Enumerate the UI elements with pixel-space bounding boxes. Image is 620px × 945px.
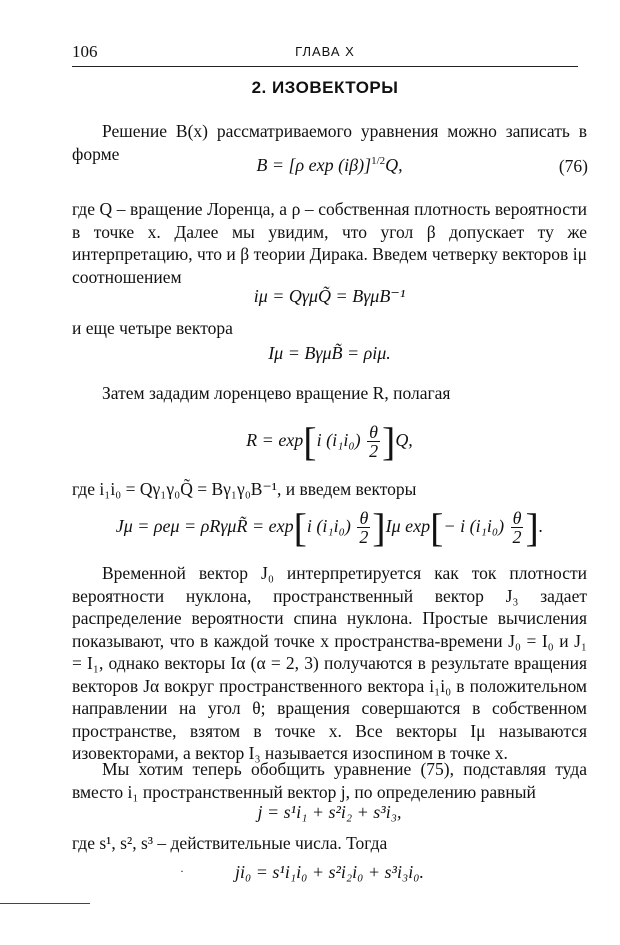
equation-i-mu: iμ = QγμQ̃ = BγμB⁻¹ bbox=[253, 286, 406, 306]
equation-R: R = exp[i (i₁i₀) $\frac{\theta}{2}$ ]Q, bbox=[246, 418, 413, 464]
paragraph-3: и еще четыре вектора bbox=[72, 318, 233, 338]
paragraph-5: где i₁i₀ = Qγ₁γ₀Q̃ = Bγ₁γ₀B⁻¹, и введем векторы bbox=[72, 479, 417, 499]
footnote-rule bbox=[0, 903, 90, 904]
running-header bbox=[72, 42, 578, 67]
theta-half-fraction: $\frac{\theta}{2}$ bbox=[369, 422, 379, 462]
paragraph-7: Мы хотим теперь обобщить уравнение (75), подставляя туда вместо i₁ пространственный вектор j, по определению равный bbox=[72, 759, 587, 802]
equation-number-76: (76) bbox=[558, 156, 588, 176]
paragraph-8: где s¹, s², s³ – действительные числа. Тогда bbox=[72, 833, 388, 853]
chapter-title: ГЛАВА X bbox=[295, 44, 355, 59]
paragraph-4: Затем зададим лоренцево вращение R, полагая bbox=[102, 383, 451, 403]
section-title: 2. ИЗОВЕКТОРЫ bbox=[251, 78, 399, 97]
equation-I-mu: Iμ = BγμB̃ = ρiμ. bbox=[268, 343, 391, 363]
paragraph-2: где Q – вращение Лоренца, а ρ – собственная плотность вероятности в точке x. Далее мы увидим, что угол β допускает ту же интерпретацию, что и β теории Дирака. Введем четверку векторов iμ соотношением bbox=[72, 199, 587, 287]
equation-j: j = s¹i₁ + s²i₂ + s³i₃, bbox=[257, 802, 402, 822]
page-number: 106 bbox=[72, 42, 98, 61]
speck: · bbox=[180, 864, 184, 878]
paragraph-6: Временной вектор J₀ интерпретируется как ток плотности вероятности нуклона, пространственный вектор J₃ задает распределение вероятности спина нуклона. Простые вычисления показывают, что в каждой точке x пространства-времени J₀ = I₀ и J₁ = I₁, однако векторы Iα (α = 2, 3) получаются в результате вращения векторов Jα вокруг пространственного вектора i₁i₀ в положительном направлении на угол θ; вращения совершаются в собственном пространстве, взятом в точке x. Все векторы Iμ называются изовекторами, а вектор I₃ называется изоспином в точке x. bbox=[72, 563, 587, 763]
equation-j-i0: ji₀ = s¹i₁i₀ + s²i₂i₀ + s³i₃i₀. bbox=[235, 862, 424, 882]
equation-J-mu: Jμ = ρeμ = ρRγμR̃ = exp[i (i₁i₀) $\frac{\theta}{2}$ ]Iμ exp[− i (i₁i₀) $\frac{\theta}{2}$ ]. bbox=[115, 504, 544, 550]
theta-half-fraction-1: $\frac{\theta}{2}$ bbox=[359, 508, 369, 548]
paragraph-1: Решение B(x) рассматриваемого уравнения можно записать в форме bbox=[72, 121, 587, 164]
theta-half-fraction-2: $\frac{\theta}{2}$ bbox=[512, 508, 522, 548]
equation-76: B = [ρ exp (iβ)]$^{1/2}$Q, bbox=[256, 155, 403, 175]
